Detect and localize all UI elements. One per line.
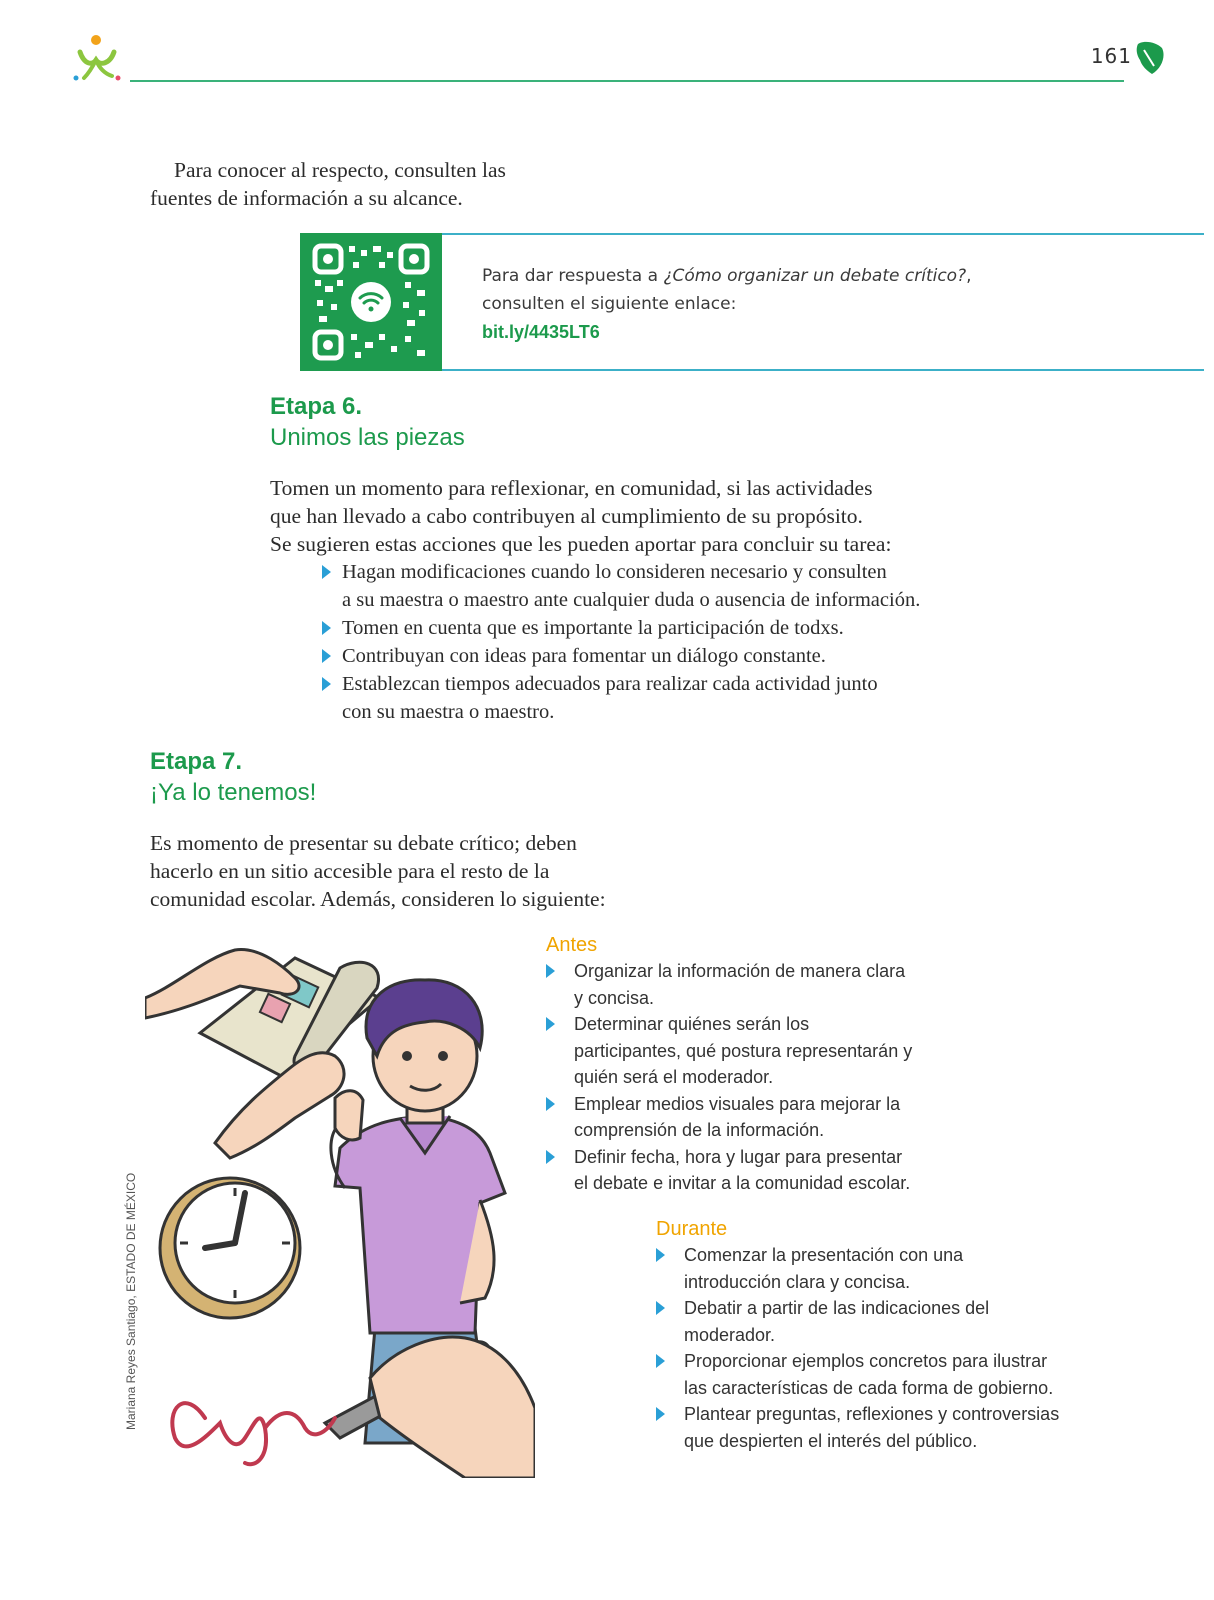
list-item: Establezcan tiempos adecuados para realizar cada actividad junto con su maestra o maestro.	[322, 670, 962, 726]
durante-section	[656, 1216, 1076, 1454]
bullet-triangle-icon	[546, 964, 555, 978]
stage-6-title: Etapa 6.	[270, 393, 363, 420]
stage-7-heading	[150, 747, 316, 809]
stage-6-body-line-2: que han llevado a cabo contribuyen al cumplimiento de su propósito.	[270, 504, 863, 528]
clock-illustration	[160, 1178, 300, 1318]
bullet-triangle-icon	[322, 565, 331, 579]
stage-6-body-line-1: Tomen un momento para reflexionar, en comunidad, si las actividades	[270, 476, 873, 500]
stage-6-subtitle: Unimos las piezas	[270, 424, 465, 451]
link-suffix: ,	[966, 266, 972, 286]
bullet-triangle-icon	[656, 1407, 665, 1421]
qr-code-icon	[309, 240, 433, 364]
antes-list	[546, 958, 926, 1197]
stage-6-paragraph	[270, 474, 970, 558]
antes-section	[546, 932, 926, 1197]
link-box-rule-bottom	[442, 369, 1204, 371]
bullet-triangle-icon	[656, 1248, 665, 1262]
page-number: 161	[1090, 44, 1132, 68]
bullet-triangle-icon	[322, 621, 331, 635]
stage-7-body-line-2: hacerlo en un sitio accesible para el resto de la	[150, 859, 550, 883]
stage-7-body-line-1: Es momento de presentar su debate crítico; deben	[150, 831, 577, 855]
link-line-2: consulten el siguiente enlace:	[482, 294, 737, 314]
link-line-1	[482, 262, 1122, 290]
list-item: Organizar la información de manera clara y concisa.	[546, 958, 926, 1011]
stage-6-heading	[270, 392, 465, 454]
stage-7-paragraph	[150, 829, 670, 913]
list-item: Tomen en cuenta que es importante la participación de todxs.	[322, 614, 962, 642]
intro-line-1: Para conocer al respecto, consulten las	[174, 158, 506, 182]
stage-7-subtitle: ¡Ya lo tenemos!	[150, 779, 317, 806]
bullet-triangle-icon	[546, 1150, 555, 1164]
stage-6-bullet-list	[322, 558, 962, 726]
intro-line-2: fuentes de información a su alcance.	[150, 186, 463, 210]
list-item: Debatir a partir de las indicaciones del moderador.	[656, 1295, 1076, 1348]
flower-logo-icon	[70, 30, 126, 86]
green-leaf-icon	[1134, 40, 1166, 76]
stage-6-body-line-3: Se sugieren estas acciones que les pueden aportar para concluir su tarea:	[270, 532, 892, 556]
bullet-triangle-icon	[322, 649, 331, 663]
stage-7-body-line-3: comunidad escolar. Además, consideren lo siguiente:	[150, 887, 606, 911]
signature-illustration	[172, 1337, 535, 1478]
link-box-text	[482, 262, 1122, 346]
bullet-triangle-icon	[656, 1301, 665, 1315]
list-item: Emplear medios visuales para mejorar la comprensión de la información.	[546, 1091, 926, 1144]
antes-heading: Antes	[546, 934, 598, 956]
list-item: Determinar quiénes serán los participantes, qué postura representarán y quién será el moderador.	[546, 1011, 926, 1091]
stage-7-title: Etapa 7.	[150, 748, 243, 775]
illustration-credit: Mariana Reyes Santiago, ESTADO DE MÉXICO	[124, 1172, 138, 1430]
list-item: Proporcionar ejemplos concretos para ilustrar las características de cada forma de gobierno.	[656, 1348, 1076, 1401]
list-item: Definir fecha, hora y lugar para presentar el debate e invitar a la comunidad escolar.	[546, 1144, 926, 1197]
link-box-rule-top	[442, 233, 1204, 235]
student-debate-illustration	[145, 938, 535, 1478]
bullet-triangle-icon	[546, 1017, 555, 1031]
link-url[interactable]: bit.ly/4435LT6	[482, 322, 600, 342]
list-item: Hagan modificaciones cuando lo consideren necesario y consulten a su maestra o maestro ante cualquier duda o ausencia de información.	[322, 558, 962, 614]
bullet-triangle-icon	[322, 677, 331, 691]
link-question: ¿Cómo organizar un debate crítico?	[663, 266, 967, 286]
header-rule	[130, 80, 1124, 82]
list-item: Comenzar la presentación con una introducción clara y concisa.	[656, 1242, 1076, 1295]
list-item: Plantear preguntas, reflexiones y controversias que despierten el interés del público.	[656, 1401, 1076, 1454]
intro-paragraph	[150, 156, 550, 212]
list-item: Contribuyan con ideas para fomentar un diálogo constante.	[322, 642, 962, 670]
link-prefix: Para dar respuesta a	[482, 266, 664, 286]
qr-code[interactable]	[300, 233, 442, 371]
bullet-triangle-icon	[546, 1097, 555, 1111]
durante-list	[656, 1242, 1076, 1454]
durante-heading: Durante	[656, 1218, 728, 1240]
bullet-triangle-icon	[656, 1354, 665, 1368]
